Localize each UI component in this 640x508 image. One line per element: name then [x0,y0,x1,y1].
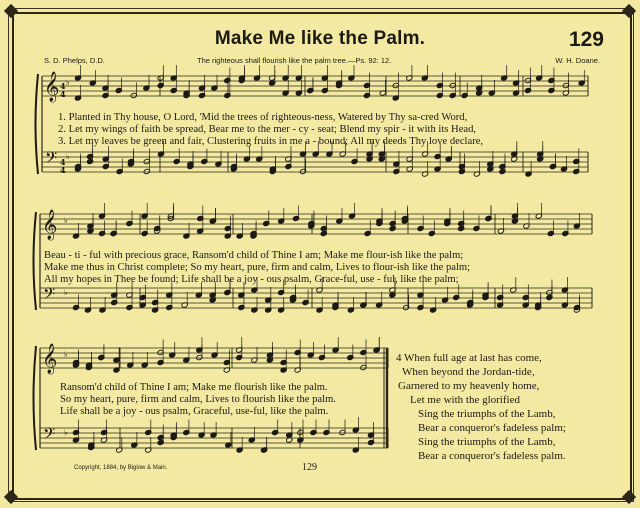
svg-text:𝄢: 𝄢 [43,425,56,447]
svg-text:♭: ♭ [66,151,70,161]
lyric-line: All my hopes in Thee be found; Life shall be a joy - ous psalm, Grace-ful, use - ful, like the palm; [44,274,459,285]
svg-text:𝄞: 𝄞 [42,210,58,240]
scripture-reference: The righteous shall flourish like the palm tree.—Ps. 92: 12. [197,56,392,65]
svg-text:𝄢: 𝄢 [43,285,56,307]
lyric-line: 3. Let my leaves be green and fair, Clustering fruits in me a - bound; All my deeds Thy love declare, [58,136,484,147]
verse-line: When beyond the Jordan-tide, [402,366,535,378]
svg-text:4: 4 [60,81,66,91]
hymn-number: 129 [568,28,604,51]
verse-line: 4 When full age at last has come, [396,352,542,364]
svg-text:♭: ♭ [64,215,68,225]
lyric-line: Make me thus in Christ complete; So my heart, pure, firm and calm, Lives to flour-ish like the palm; [44,262,471,273]
svg-text:♭: ♭ [64,287,68,297]
verse-line: Garnered to my heavenly home, [398,380,540,392]
verse-line: Bear a conqueror's fadeless palm; [418,422,566,434]
page-number: 129 [302,462,317,473]
verse-line: Sing the triumphs of the Lamb, [418,408,556,420]
lyric-line: So my heart, pure, firm and calm, Lives to flourish like the palm. [60,394,336,405]
svg-text:𝄢: 𝄢 [45,149,58,171]
svg-text:♭: ♭ [64,427,68,437]
hymn-title: Make Me like the Palm. [214,28,426,49]
svg-text:𝄞: 𝄞 [44,72,60,102]
svg-text:4: 4 [60,165,66,175]
lyric-line: Ransom'd child of Thine I am; Make me flourish like the palm. [60,382,328,393]
svg-text:𝄞: 𝄞 [42,344,58,374]
lyric-line: 2. Let my wings of faith be spread, Bear me to the mer - cy - seat; Blend my spir - it with its Head, [58,124,477,135]
lyric-line: Life shall be a joy - ous psalm, Graceful, use-ful, like the palm. [60,406,329,417]
verse-line: Let me with the glorified [410,394,520,406]
lyric-line: Beau - ti - ful with precious grace, Ransom'd child of Thine I am; Make me flour-ish like the palm; [44,250,464,261]
verse-line: Bear a conqueror's fadeless palm. [418,450,566,462]
svg-text:4: 4 [60,89,66,99]
verse-line: Sing the triumphs of the Lamb, [418,436,556,448]
lyric-line: 1. Planted in Thy house, O Lord, 'Mid the trees of righteous-ness, Watered by Thy sa-cred Word, [58,112,468,123]
composer-credit: W. H. Doane. [555,56,600,65]
svg-text:4: 4 [60,157,66,167]
author-credit: S. D. Phelps, D.D. [44,56,105,65]
svg-text:♭: ♭ [66,77,70,87]
svg-text:♭: ♭ [64,349,68,359]
copyright-notice: Copyright, 1884, by Biglow & Main. [74,465,168,471]
